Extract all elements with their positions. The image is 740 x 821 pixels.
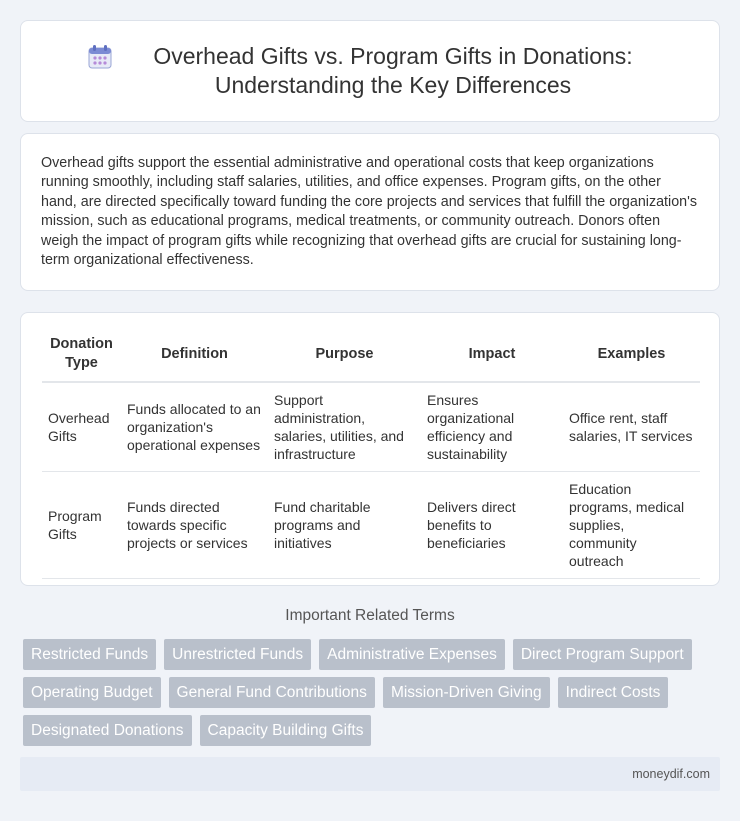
header-definition: Definition	[121, 333, 268, 382]
footer-site[interactable]: moneydif.com	[632, 767, 710, 781]
header-purpose: Purpose	[268, 333, 421, 382]
header-donation-type: Donation Type	[42, 333, 121, 382]
title-card	[20, 20, 720, 122]
related-terms-list	[23, 639, 723, 753]
table-cell: Support administration, salaries, utilities, and infrastructure	[268, 382, 421, 472]
term-tag[interactable]: Administrative Expenses	[319, 639, 505, 670]
intro-paragraph: Overhead gifts support the essential administrative and operational costs that keep organizations running smoothly, including staff salaries, utilities, and office expenses. Program gifts, on the other hand, are directed specifically toward funding the core projects and services that fulfill the organization's mission, such as educational programs, medical treatments, or community outreach. Donors often weigh the impact of program gifts while recognizing that overhead gifts are crucial for sustaining long-term organizational effectiveness.	[41, 155, 697, 269]
header-examples: Examples	[563, 333, 700, 382]
calendar-icon	[87, 44, 113, 70]
term-tag[interactable]: Direct Program Support	[513, 639, 692, 670]
intro-card	[20, 133, 720, 291]
table-cell: Office rent, staff salaries, IT services	[563, 382, 700, 472]
table-row	[42, 382, 700, 472]
term-tag[interactable]: Operating Budget	[23, 677, 161, 708]
table-row	[42, 472, 700, 579]
related-terms-heading: Important Related Terms	[285, 607, 455, 624]
table-cell: Education programs, medical supplies, community outreach	[563, 472, 700, 579]
table-cell: Delivers direct benefits to beneficiaries	[421, 472, 563, 579]
term-tag[interactable]: Mission-Driven Giving	[383, 677, 550, 708]
table-cell: Funds directed towards specific projects or services	[121, 472, 268, 579]
comparison-table-card	[20, 312, 720, 586]
page-title: Overhead Gifts vs. Program Gifts in Donations: Understanding the Key Differences	[153, 43, 633, 98]
term-tag[interactable]: General Fund Contributions	[169, 677, 375, 708]
table-cell: Ensures organizational efficiency and sustainability	[421, 382, 563, 472]
table-cell: Program Gifts	[42, 472, 121, 579]
table-header-row	[42, 333, 700, 382]
header-impact: Impact	[421, 333, 563, 382]
table-cell: Overhead Gifts	[42, 382, 121, 472]
comparison-table	[42, 333, 700, 579]
term-tag[interactable]: Designated Donations	[23, 715, 192, 746]
term-tag[interactable]: Capacity Building Gifts	[200, 715, 372, 746]
footer	[20, 757, 720, 791]
table-cell: Funds allocated to an organization's operational expenses	[121, 382, 268, 472]
table-cell: Fund charitable programs and initiatives	[268, 472, 421, 579]
term-tag[interactable]: Unrestricted Funds	[164, 639, 311, 670]
term-tag[interactable]: Restricted Funds	[23, 639, 156, 670]
term-tag[interactable]: Indirect Costs	[558, 677, 669, 708]
